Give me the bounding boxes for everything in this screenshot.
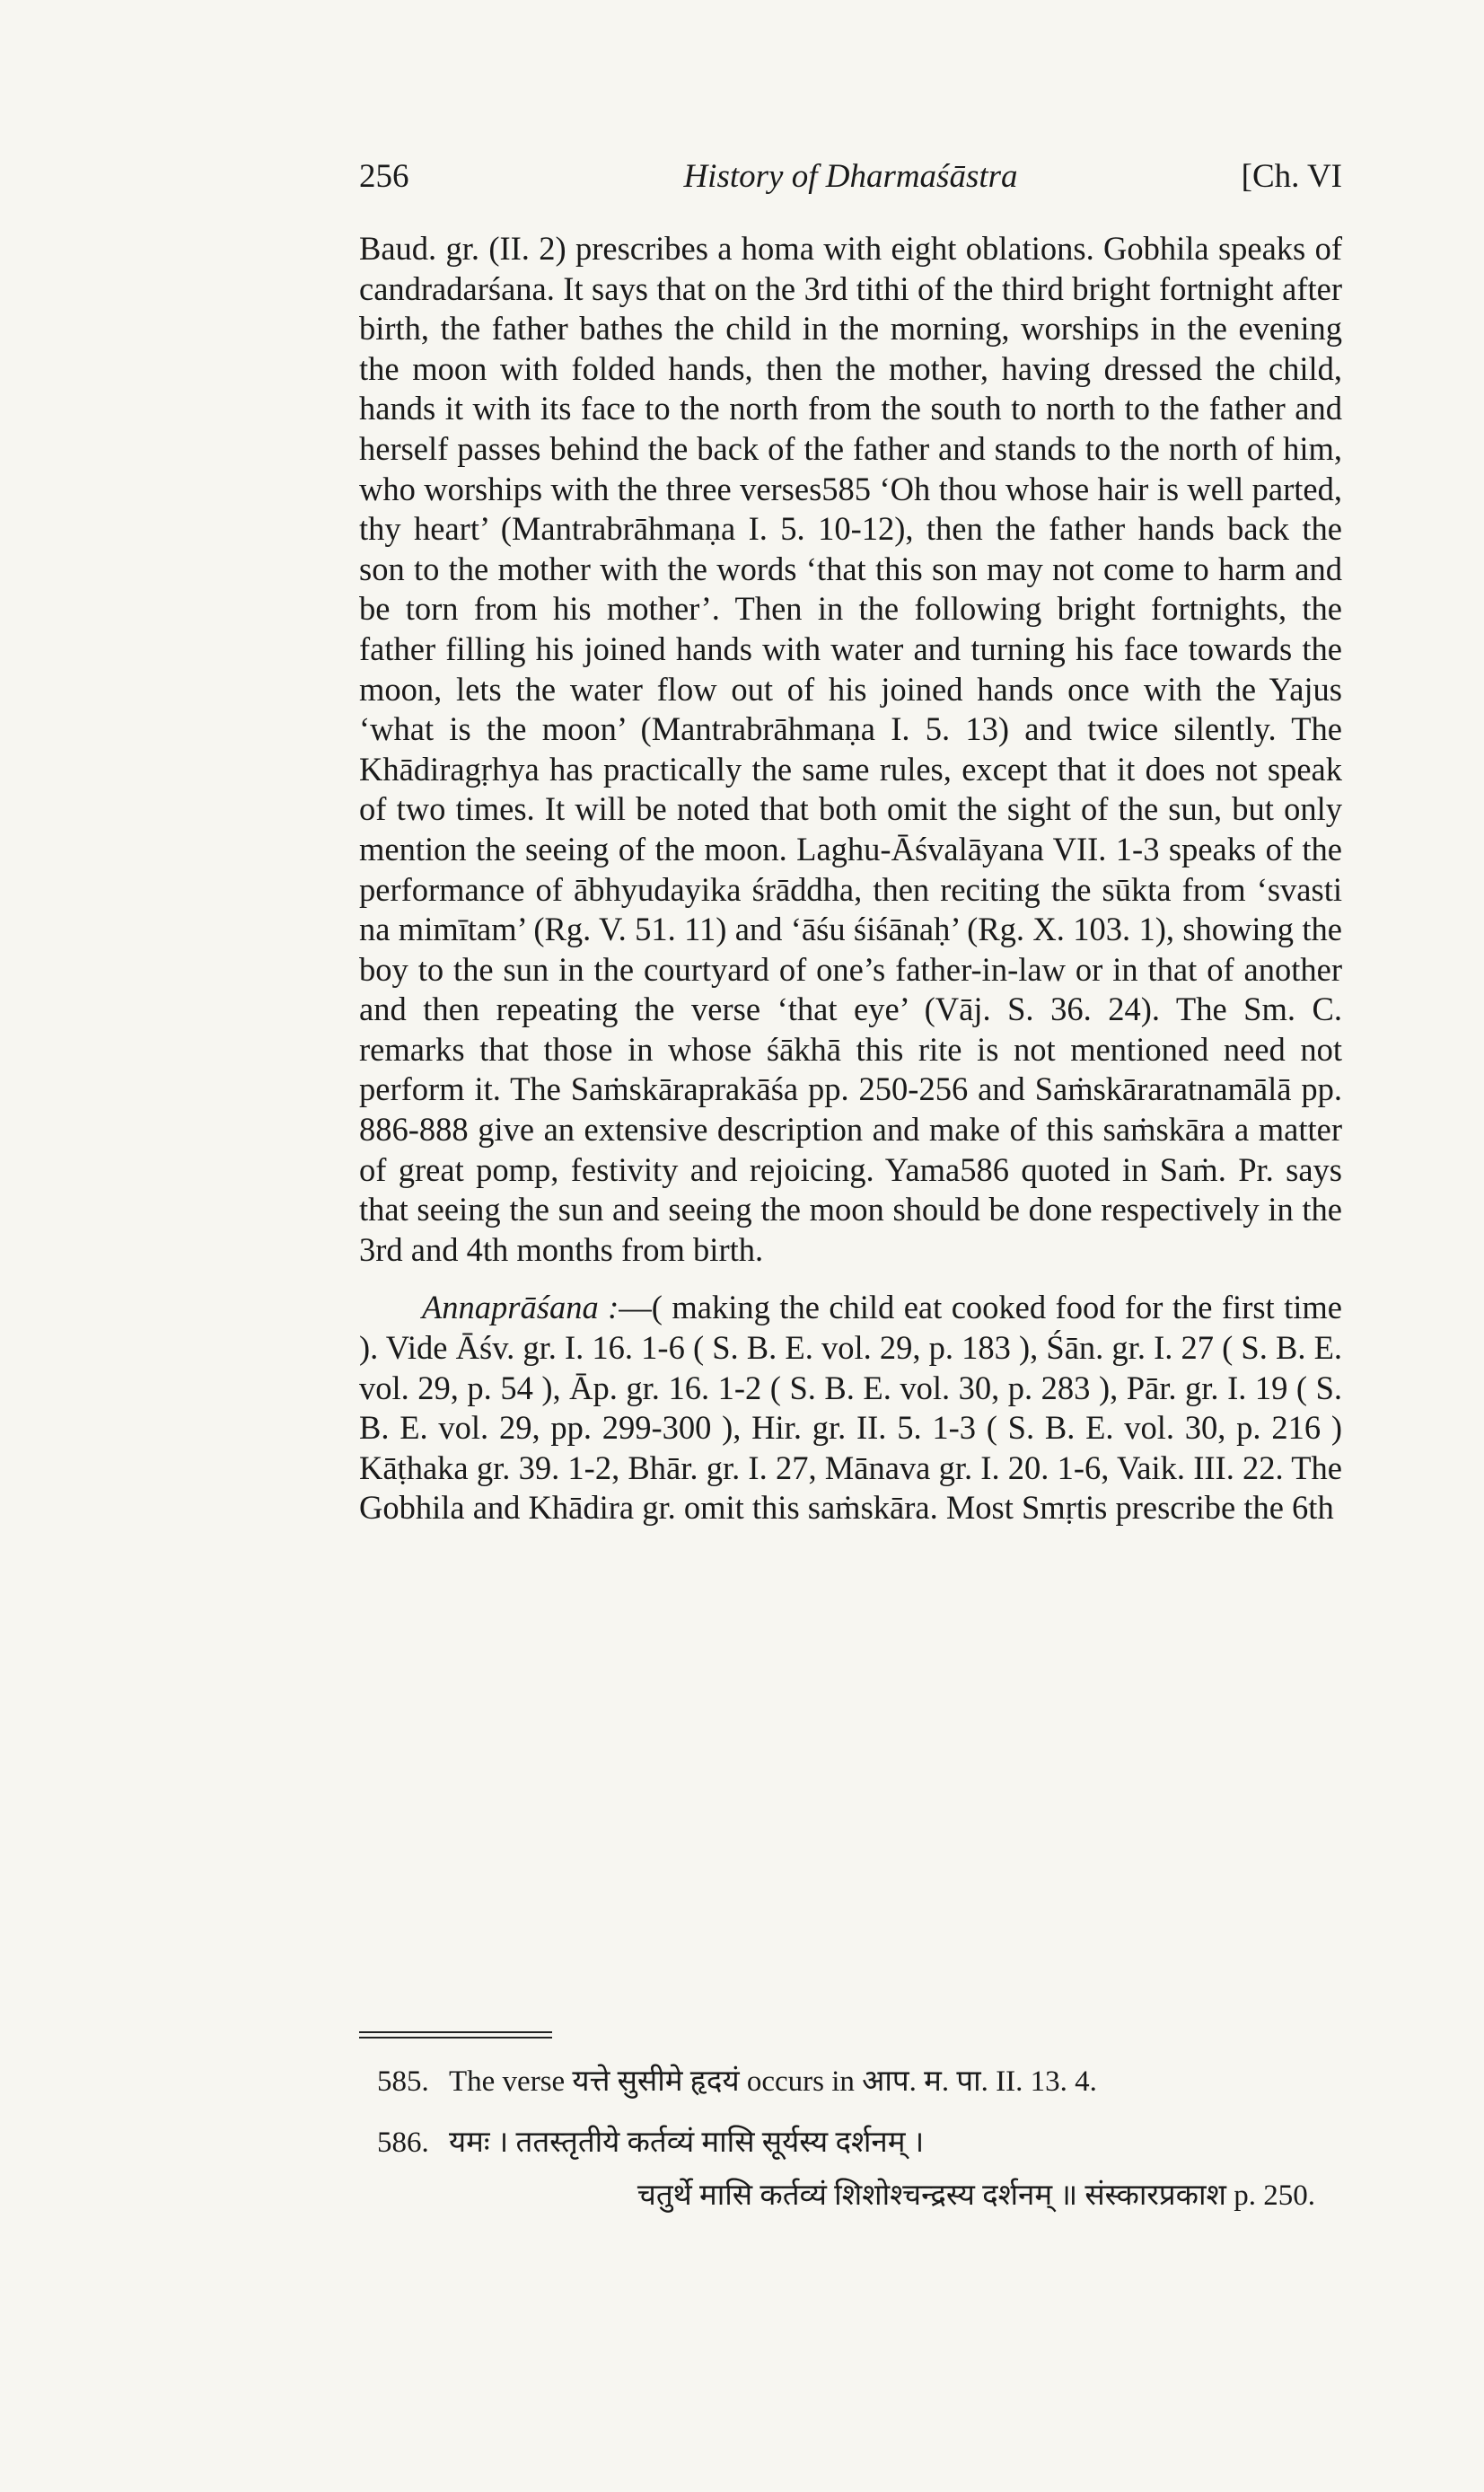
footnote-586-continuation <box>359 2178 1342 2214</box>
running-header <box>359 157 1342 211</box>
footnote-divider <box>359 2031 552 2039</box>
annaprasana-text: —( making the child eat cooked food for the first time ). Vide Āśv. gr. I. 16. 1-6 ( S. B. E. vol. 29, p. 183 ), Śān. gr. I. 27 ( S. B. E. vol. 29, p. 54 ), Āp. gr. 16. 1-2 ( S. B. E. vol. 30, p. 283 ), Pār. gr. I. 19 ( S. B. E. vol. 29, pp. 299-300 ), Hir. gr. II. 5. 1-3 ( S. B. E. vol. 30, p. 216 ) Kāṭhaka gr. 39. 1-2, Bhār. gr. I. 27, Mānava gr. I. 20. 1-6, Vaik. III. 22. The Gobhila and Khādira gr. omit this saṁskāra. Most Smṛtis prescribe the 6th <box>359 1289 1342 1527</box>
footnote-586 <box>359 2125 1342 2161</box>
footnote-586-line2: चतुर्थे मासि कर्तव्यं शिशोश्चन्द्रस्य दर्शनम् ॥ संस्कारप्रकाश p. 250. <box>637 2179 1315 2212</box>
paragraph-candradarsana: Baud. gr. (II. 2) prescribes a homa with eight oblations. Gobhila speaks of candradarśana. It says that on the 3rd tithi of the third bright fortnight after birth, the father bathes the child in the morning, worships in the evening the moon with folded hands, then the mother, having dressed the child, hands it with its face to the north from the south to north to the father and herself passes behind the back of the father and stands to the north of him, who worships with the three verses585 ‘Oh thou whose hair is well parted, thy heart’ (Mantrabrāhmaṇa I. 5. 10-12), then the father hands back the son to the mother with the words ‘that this son may not come to harm and be torn from his mother’. Then in the following bright fortnights, the father filling his joined hands with water and turning his face towards the moon, lets the water flow out of his joined hands once with the Yajus ‘what is the moon’ (Mantrabrāhmaṇa I. 5. 13) and twice silently. The Khādiragṛhya has practically the same rules, except that it does not speak of two times. It will be noted that both omit the sight of the sun, but only mention the seeing of the moon. Laghu-Āśvalāyana VII. 1-3 speaks of the performance of ābhyudayika śrāddha, then reciting the sūkta from ‘svasti na mimītam’ (Rg. V. 51. 11) and ‘āśu śiśānaḥ’ (Rg. X. 103. 1), showing the boy to the sun in the courtyard of one’s father-in-law or in that of another and then repeating the verse ‘that eye’ (Vāj. S. 36. 24). The Sm. C. remarks that those in whose śākhā this rite is not mentioned need not perform it. The Saṁskāraprakāśa pp. 250-256 and Saṁskāraratnamālā pp. 886-888 give an extensive description and make of this saṁskāra a matter of great pomp, festivity and rejoicing. Yama586 quoted in Saṁ. Pr. says that seeing the sun and seeing the moon should be done respectively in the 3rd and 4th months from birth. <box>359 230 1342 1268</box>
footnote-585-number: 585. <box>377 2065 429 2098</box>
footnote-585 <box>359 2064 1342 2100</box>
running-title: History of Dharmaśāstra <box>683 158 1018 195</box>
chapter-label: [Ch. VI <box>1241 158 1342 195</box>
paragraph-annaprasana <box>359 1288 1342 1528</box>
page-number: 256 <box>359 158 409 195</box>
footnote-586-number: 586. <box>377 2127 429 2159</box>
footnote-585-text: The verse यत्ते सुसीमे हृदयं occurs in आप. म. पा. II. 13. 4. <box>449 2065 1097 2098</box>
footnote-586-line1: यमः । ततस्तृतीये कर्तव्यं मासि सूर्यस्य दर्शनम् । <box>449 2127 925 2159</box>
body-text <box>359 229 1342 1528</box>
annaprasana-heading: Annaprāśana : <box>422 1289 619 1326</box>
